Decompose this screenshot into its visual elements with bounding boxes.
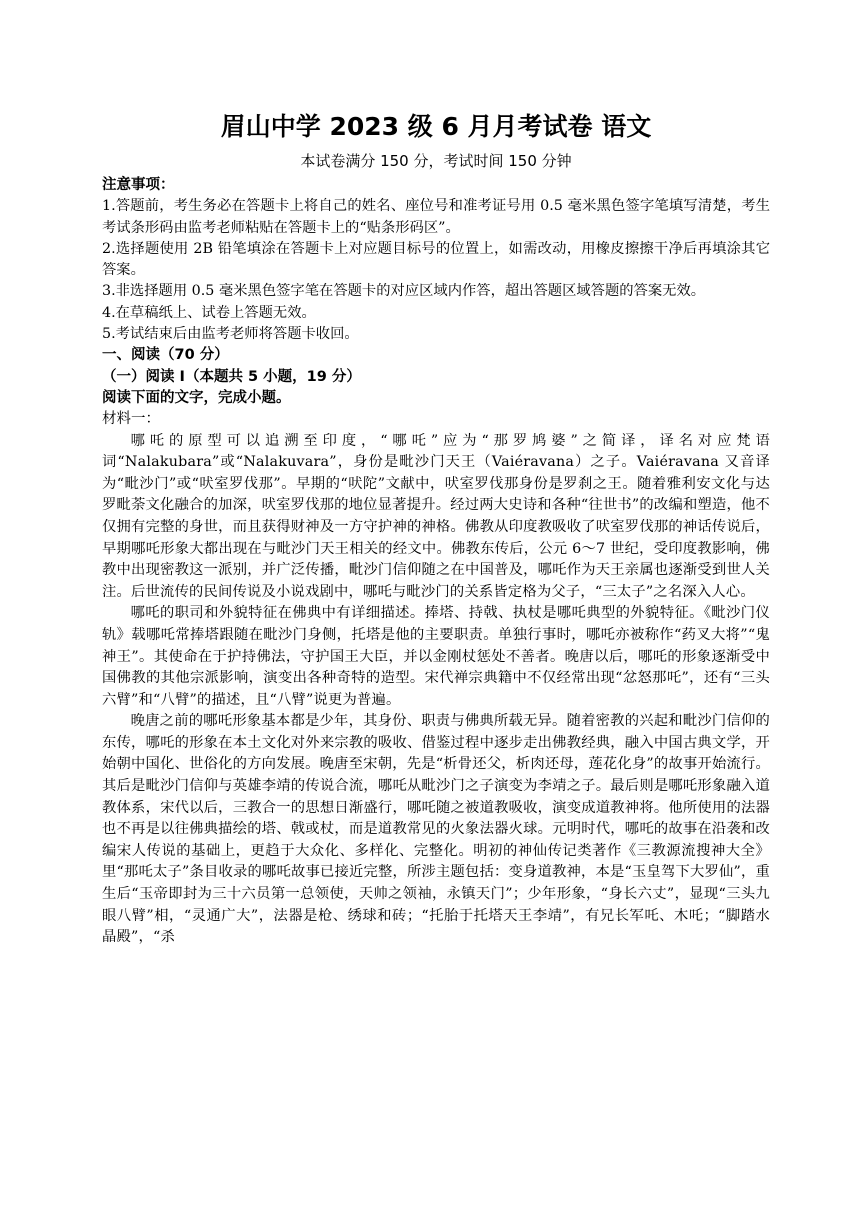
notice-item-3: 3.非选择题用 0.5 毫米黑色签字笔在答题卡的对应区域内作答，超出答题区域答题的答案无效。 [102, 283, 706, 300]
passage-paragraph-3: 晚唐之前的哪吒形象基本都是少年，其身份、职责与佛典所载无异。随着密教的兴起和毗沙门信仰的东传，哪吒的形象在本土文化对外来宗教的吸收、借鉴过程中逐步走出佛教经典，融入中国古典文学，开始朝中国化、世俗化的方向发展。晚唐至宋朝，先是“析骨还父，析肉还母，莲花化身”的故事开始流行。其后是毗沙门信仰与英雄李靖的传说合流，哪吒从毗沙门之子演变为李靖之子。最后则是哪吒形象融入道教体系，宋代以后，三教合一的思想日渐盛行，哪吒随之被道教吸收，演变成道教神将。他所使用的法器也不再是以往佛典描绘的塔、戟或杖，而是道教常见的火象法器火球。元明时代，哪吒的故事在沿袭和改编宋人传说的基础上，更趋于大众化、多样化、完整化。明初的神仙传记类著作《三教源流搜神大全》里“那吒太子”条目收录的哪吒故事已接近完整，所涉主题包括：变身道教神，本是“玉皇驾下大罗仙”，重生后“玉帝即封为三十六员第一总领使，天帅之领袖，永镇天门”；少年形象，“身长六丈”，显现“三头九眼八臂”相，“灵通广大”，法器是枪、绣球和砖；“托胎于托塔天王李靖”，有兄长军吒、木吒；“脚踏水晶殿”，“杀 [102, 713, 770, 946]
reading-instruction: 阅读下面的文字，完成小题。 [102, 389, 291, 406]
passage-paragraph-2: 哪吒的职司和外貌特征在佛典中有详细描述。捧塔、持戟、执杖是哪吒典型的外貌特征。《毗沙门仪轨》载哪吒常捧塔跟随在毗沙门身侧，托塔是他的主要职责。单独行事时，哪吒亦被称作“药叉大将”“鬼神王”。其使命在于护持佛法，守护国王大臣，并以金刚杖惩处不善者。晚唐以后，哪吒的形象逐渐受中国佛教的其他宗派影响，演变出各种奇特的造型。宋代禅宗典籍中不仅经常出现“忿怒那吒”，还有“三头六臂”和“八臂”的描述，且“八臂”说更为普遍。 [102, 605, 770, 708]
notice-item-2: 2.选择题使用 2B 铅笔填涂在答题卡上对应题目标号的位置上，如需改动，用橡皮擦擦干净后再填涂其它答案。 [102, 240, 770, 279]
exam-subtitle: 本试卷满分 150 分，考试时间 150 分钟 [300, 152, 572, 170]
material-label: 材料一： [102, 411, 160, 428]
section-subheading: （一）阅读 Ⅰ（本题共 5 小题，19 分） [102, 368, 361, 385]
notice-item-4: 4.在草稿纸上、试卷上答题无效。 [102, 304, 316, 321]
passage-paragraph-1: 哪吒的原型可以追溯至印度，“哪吒”应为“那罗鸠婆”之简译，译名对应梵语词“Nalakubara”或“Nalakuvara”，身份是毗沙门天王（Vaiéravana）之子。Vaiéravana 又音译为“毗沙门”或“吠室罗伐那”。早期的“吠陀”文献中，吠室罗伐那身份是罗刹之王。随着雅利安文化与达罗毗荼文化融合的加深，吠室罗伐那的地位显著提升。经过两大史诗和各种“往世书”的改编和塑造，他不仅拥有完整的身世，而且获得财神及一方守护神的神格。佛教从印度教吸收了吠室罗伐那的神话传说后，早期哪吒形象大都出现在与毗沙门天王相关的经文中。佛教东传后，公元 6～7 世纪，受印度教影响，佛教中出现密教这一派别，并广泛传播，毗沙门信仰随之在中国普及，哪吒作为天王亲属也逐渐受到世人关注。后世流传的民间传说及小说戏剧中，哪吒与毗沙门的关系皆定格为父子，“三太子”之名深入人心。 [102, 432, 770, 600]
exam-page [102, 110, 770, 949]
section-heading: 一、阅读（70 分） [102, 347, 229, 364]
notice-heading: 注意事项： [102, 177, 175, 193]
notice-item-5: 5.考试结束后由监考老师将答题卡收回。 [102, 326, 359, 343]
notice-item-1: 1.答题前，考生务必在答题卡上将自己的姓名、座位号和准考证号用 0.5 毫米黑色签字笔填写清楚，考生考试条形码由监考老师粘贴在答题卡上的“贴条形码区”。 [102, 198, 770, 236]
exam-title: 眉山中学 2023 级 6 月月考试卷 语文 [220, 112, 652, 141]
